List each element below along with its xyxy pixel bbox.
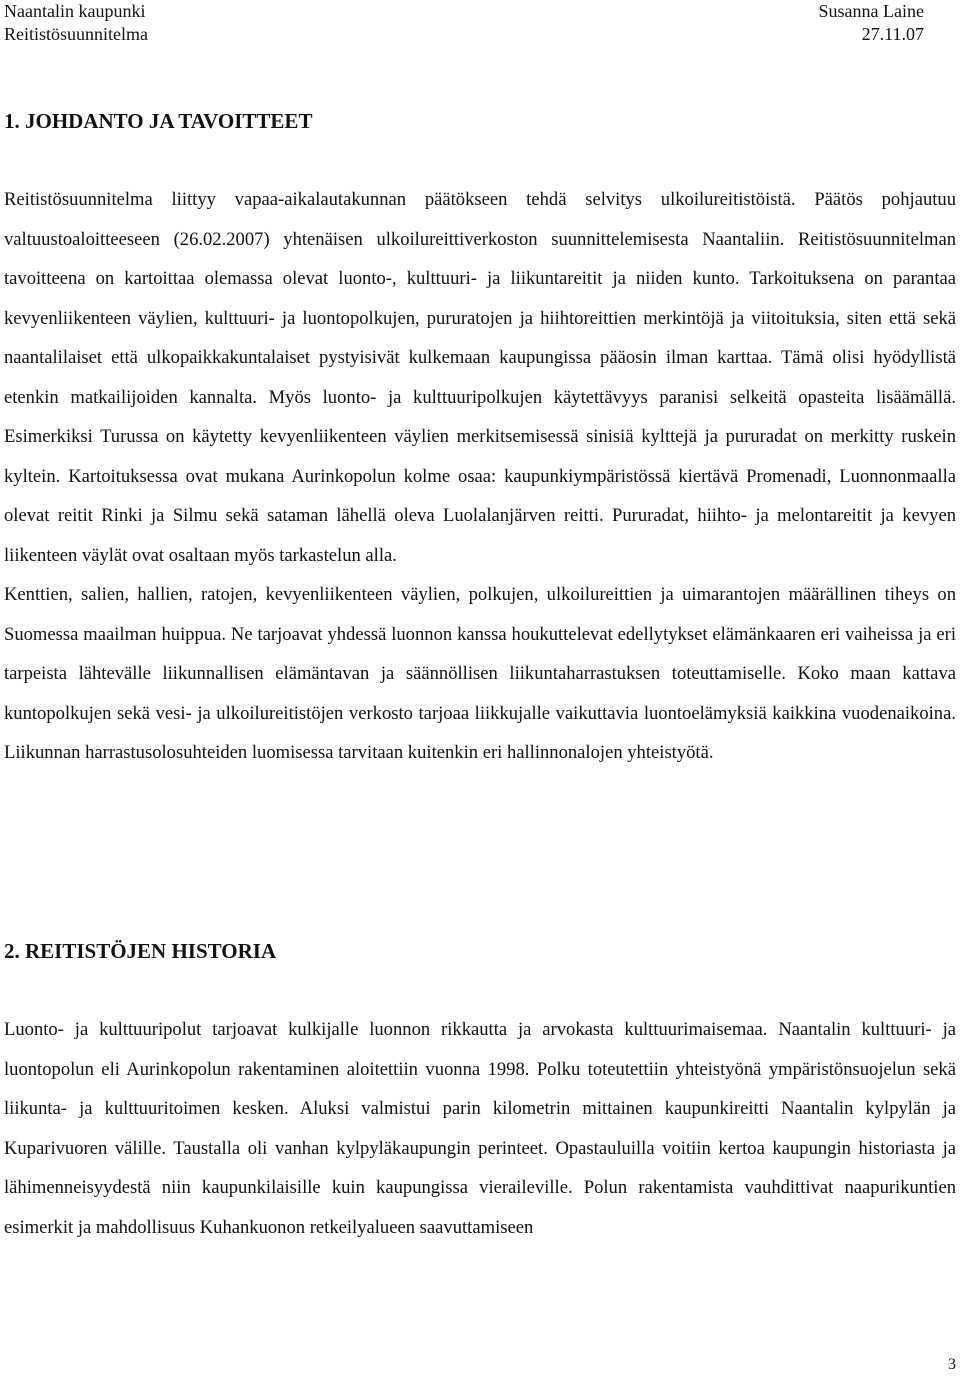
section-body-history xyxy=(4,1010,956,1247)
header-author: Susanna Laine xyxy=(818,1,924,21)
header-date: 27.11.07 xyxy=(861,24,924,44)
section-heading-introduction: 1. JOHDANTO JA TAVOITTEET xyxy=(4,109,313,133)
header-right xyxy=(819,0,924,46)
header-document-title: Reitistösuunnitelma xyxy=(4,24,148,44)
page-number: 3 xyxy=(948,1356,956,1373)
document-page xyxy=(4,0,956,1376)
paragraph: Reitistösuunnitelma liittyy vapaa-aikalautakunnan päätökseen tehdä selvitys ulkoilureitistöistä. Päätös pohjautuu valtuustoaloitteeseen (26.02.2007) yhtenäisen ulkoilureittiverkoston suunnittelemisesta Naantaliin. Reitistösuunnitelman tavoitteena on kartoittaa olemassa olevat luonto-, kulttuuri- ja liikuntareitit ja niiden kunto. Tarkoituksena on parantaa kevyenliikenteen väylien, kulttuuri- ja luontopolkujen, pururatojen ja hiihtoreittien merkintöjä ja viitoituksia, siten että sekä naantalilaiset että ulkopaikkakuntalaiset pystyisivät kulkemaan kaupungissa pääosin ilman karttaa. Tämä olisi hyödyllistä etenkin matkailijoiden kannalta. Myös luonto- ja kulttuuripolkujen käytettävyys paranisi selkeitä opasteita lisäämällä. Esimerkiksi Turussa on käytetty kevyenliikenteen väylien merkitsemisessä sinisiä kylttejä ja pururadat on merkitty ruskein kyltein. Kartoituksessa ovat mukana Aurinkopolun kolme osaa: kaupunkiympäristössä kiertävä Promenadi, Luonnonmaalla olevat reitit Rinki ja Silmu sekä sataman lähellä oleva Luolalanjärven reitti. Pururadat, hiihto- ja melontareitit ja kevyen liikenteen väylät ovat osaltaan myös tarkastelun alla. xyxy=(4,189,956,566)
header-organization: Naantalin kaupunki xyxy=(4,1,146,21)
header-left xyxy=(4,0,148,46)
section-heading-history: 2. REITISTÖJEN HISTORIA xyxy=(4,939,277,963)
paragraph: Kenttien, salien, hallien, ratojen, kevyenliikenteen väylien, polkujen, ulkoilureittien ja uimarantojen määrällinen tiheys on Suomessa maailman huippua. Ne tarjoavat yhdessä luonnon kanssa houkuttelevat edellytykset elämänkaaren eri vaiheissa ja eri tarpeista lähtevälle liikunnallisen elämäntavan ja säännöllisen liikuntaharrastuksen toteuttamiselle. Koko maan kattava kuntopolkujen sekä vesi- ja ulkoilureitistöjen verkosto tarjoaa liikkujalle vaikuttavia luontoelämyksiä kaikkina vuodenaikoina. Liikunnan harrastusolosuhteiden luomisessa tarvitaan kuitenkin eri hallinnonalojen yhteistyötä. xyxy=(4,584,956,763)
section-body-introduction xyxy=(4,180,956,773)
paragraph: Luonto- ja kulttuuripolut tarjoavat kulkijalle luonnon rikkautta ja arvokasta kulttuurimaisemaa. Naantalin kulttuuri- ja luontopolun eli Aurinkopolun rakentaminen aloitettiin vuonna 1998. Polku toteutettiin yhteistyönä ympäristönsuojelun sekä liikunta- ja kulttuuritoimen kesken. Aluksi valmistui parin kilometrin mittainen kaupunkireitti Naantalin kylpylän ja Kuparivuoren välille. Taustalla oli vanhan kylpyläkaupungin perinteet. Opastauluilla voitiin kertoa kaupungin historiasta ja lähimenneisyydestä niin kaupunkilaisille kuin kaupungissa vieraileville. Polun rakentamista vauhdittivat naapurikuntien esimerkit ja mahdollisuus Kuhankuonon retkeilyalueen saavuttamiseen xyxy=(4,1019,956,1238)
